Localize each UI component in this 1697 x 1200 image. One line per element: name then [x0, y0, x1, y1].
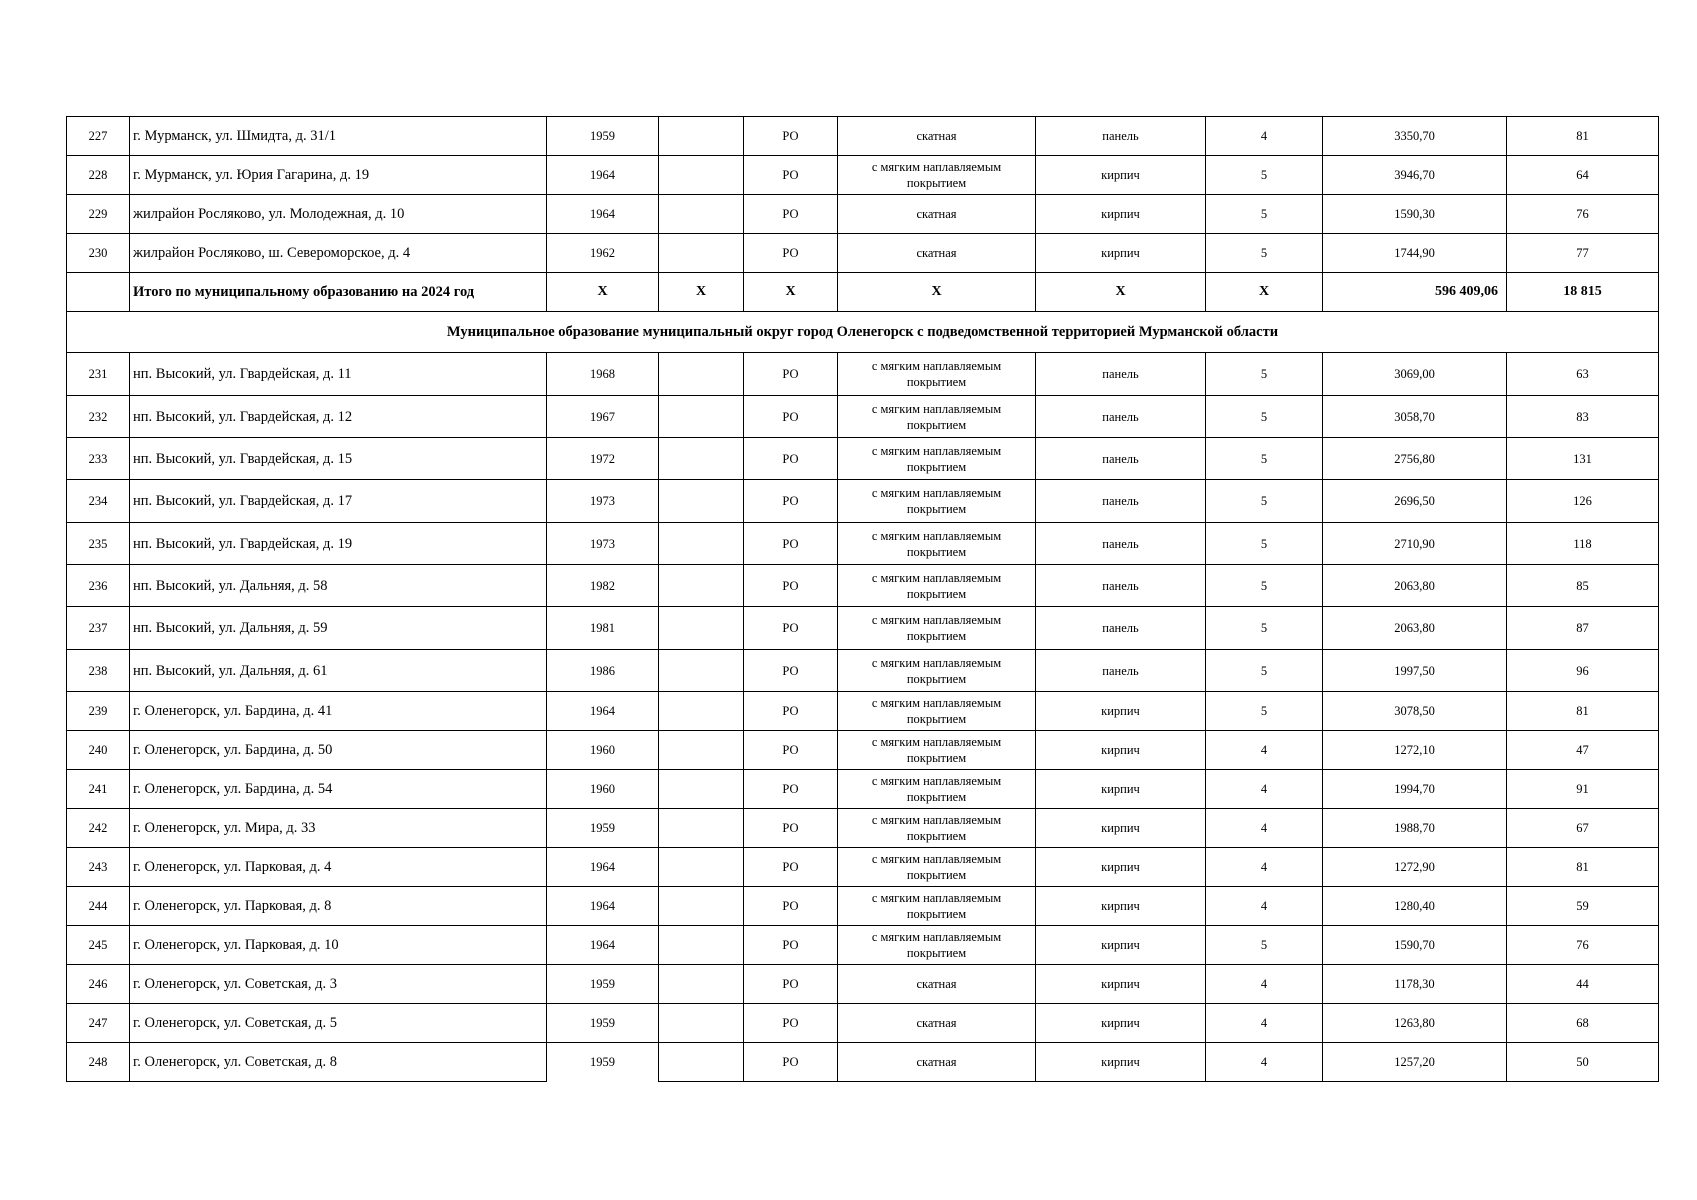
empty-cell: [67, 273, 130, 312]
table-row: [67, 926, 1659, 965]
roof-type-text: с мягким наплавляемым покрытием: [871, 528, 1002, 559]
area-cell: 2063,80: [1323, 565, 1507, 607]
residents-cell: 76: [1507, 926, 1659, 965]
table-row: [67, 692, 1659, 731]
method-cell: РО: [744, 523, 838, 565]
area-cell: 3350,70: [1323, 117, 1507, 156]
method-cell: РО: [744, 848, 838, 887]
empty-cell: [659, 965, 744, 1004]
roof-type-text: с мягким наплавляемым покрытием: [871, 443, 1002, 474]
method-cell: РО: [744, 117, 838, 156]
residents-cell: 59: [1507, 887, 1659, 926]
table-row: [67, 234, 1659, 273]
total-mark: Х: [1206, 273, 1323, 312]
roof-type-text: с мягким наплавляемым покрытием: [871, 655, 1002, 686]
table-row: [67, 438, 1659, 480]
empty-cell: [659, 926, 744, 965]
wall-material-cell: кирпич: [1036, 848, 1206, 887]
table-row: [67, 887, 1659, 926]
residents-cell: 47: [1507, 731, 1659, 770]
roof-type-cell: [838, 809, 1036, 848]
address-cell: г. Оленегорск, ул. Парковая, д. 4: [130, 848, 547, 887]
floors-cell: 5: [1206, 692, 1323, 731]
year-cell: 1964: [547, 848, 659, 887]
area-cell: 1272,10: [1323, 731, 1507, 770]
method-cell: РО: [744, 770, 838, 809]
row-number: 240: [67, 731, 130, 770]
total-label: Итого по муниципальному образованию на 2024 год: [130, 273, 547, 312]
floors-cell: 5: [1206, 353, 1323, 396]
method-cell: РО: [744, 480, 838, 523]
residents-cell: 118: [1507, 523, 1659, 565]
residents-cell: 126: [1507, 480, 1659, 523]
wall-material-cell: панель: [1036, 650, 1206, 692]
area-cell: 1178,30: [1323, 965, 1507, 1004]
roof-type-text: с мягким наплавляемым покрытием: [871, 813, 1002, 843]
wall-material-cell: панель: [1036, 565, 1206, 607]
total-mark: Х: [744, 273, 838, 312]
floors-cell: 4: [1206, 1043, 1323, 1082]
row-number: 234: [67, 480, 130, 523]
area-cell: 3078,50: [1323, 692, 1507, 731]
table-row: [67, 770, 1659, 809]
empty-cell: [659, 565, 744, 607]
address-cell: г. Мурманск, ул. Шмидта, д. 31/1: [130, 117, 547, 156]
area-cell: 3069,00: [1323, 353, 1507, 396]
year-cell: 1964: [547, 195, 659, 234]
floors-cell: 5: [1206, 438, 1323, 480]
wall-material-cell: кирпич: [1036, 156, 1206, 195]
year-cell: 1962: [547, 234, 659, 273]
year-cell: 1964: [547, 926, 659, 965]
address-cell: г. Оленегорск, ул. Парковая, д. 8: [130, 887, 547, 926]
row-number: 236: [67, 565, 130, 607]
floors-cell: 5: [1206, 396, 1323, 438]
year-cell: 1959: [547, 1043, 659, 1082]
wall-material-cell: панель: [1036, 607, 1206, 650]
empty-cell: [659, 195, 744, 234]
method-cell: РО: [744, 926, 838, 965]
floors-cell: 4: [1206, 117, 1323, 156]
housing-table: [66, 116, 1659, 1082]
roof-type-cell: [838, 438, 1036, 480]
roof-type-text: с мягким наплавляемым покрытием: [871, 852, 1002, 882]
empty-cell: [659, 396, 744, 438]
residents-cell: 63: [1507, 353, 1659, 396]
roof-type-cell: [838, 770, 1036, 809]
floors-cell: 5: [1206, 607, 1323, 650]
roof-type-text: скатная: [916, 1016, 957, 1030]
area-cell: 1257,20: [1323, 1043, 1507, 1082]
table-row: [67, 117, 1659, 156]
table-row: [67, 353, 1659, 396]
address-cell: г. Оленегорск, ул. Бардина, д. 41: [130, 692, 547, 731]
table-row: [67, 156, 1659, 195]
residents-cell: 87: [1507, 607, 1659, 650]
empty-cell: [659, 650, 744, 692]
roof-type-cell: [838, 1004, 1036, 1043]
empty-cell: [659, 523, 744, 565]
area-cell: 2756,80: [1323, 438, 1507, 480]
residents-cell: 67: [1507, 809, 1659, 848]
roof-type-cell: [838, 965, 1036, 1004]
roof-type-text: скатная: [916, 977, 957, 991]
method-cell: РО: [744, 731, 838, 770]
residents-cell: 77: [1507, 234, 1659, 273]
section-row: [67, 312, 1659, 353]
residents-cell: 85: [1507, 565, 1659, 607]
roof-type-cell: [838, 848, 1036, 887]
floors-cell: 4: [1206, 770, 1323, 809]
floors-cell: 4: [1206, 1004, 1323, 1043]
residents-cell: 131: [1507, 438, 1659, 480]
roof-type-cell: [838, 650, 1036, 692]
method-cell: РО: [744, 234, 838, 273]
address-cell: г. Оленегорск, ул. Бардина, д. 54: [130, 770, 547, 809]
roof-type-text: скатная: [916, 129, 957, 143]
table-row: [67, 848, 1659, 887]
roof-type-text: с мягким наплавляемым покрытием: [871, 160, 1002, 190]
wall-material-cell: кирпич: [1036, 926, 1206, 965]
area-cell: 3058,70: [1323, 396, 1507, 438]
floors-cell: 4: [1206, 887, 1323, 926]
method-cell: РО: [744, 353, 838, 396]
roof-type-text: с мягким наплавляемым покрытием: [871, 486, 1002, 516]
address-cell: жилрайон Росляково, ул. Молодежная, д. 10: [130, 195, 547, 234]
total-mark: Х: [659, 273, 744, 312]
area-cell: 1263,80: [1323, 1004, 1507, 1043]
address-cell: нп. Высокий, ул. Дальняя, д. 61: [130, 650, 547, 692]
table-row: [67, 1004, 1659, 1043]
method-cell: РО: [744, 887, 838, 926]
area-cell: 1280,40: [1323, 887, 1507, 926]
roof-type-text: с мягким наплавляемым покрытием: [871, 401, 1002, 432]
area-cell: 1590,70: [1323, 926, 1507, 965]
method-cell: РО: [744, 1004, 838, 1043]
row-number: 228: [67, 156, 130, 195]
residents-cell: 81: [1507, 117, 1659, 156]
floors-cell: 4: [1206, 965, 1323, 1004]
method-cell: РО: [744, 156, 838, 195]
table-row: [67, 809, 1659, 848]
empty-cell: [659, 156, 744, 195]
address-cell: нп. Высокий, ул. Гвардейская, д. 19: [130, 523, 547, 565]
residents-cell: 81: [1507, 692, 1659, 731]
address-cell: г. Оленегорск, ул. Бардина, д. 50: [130, 731, 547, 770]
year-cell: 1968: [547, 353, 659, 396]
year-cell: 1973: [547, 523, 659, 565]
wall-material-cell: кирпич: [1036, 692, 1206, 731]
row-number: 244: [67, 887, 130, 926]
row-number: 241: [67, 770, 130, 809]
year-cell: 1964: [547, 692, 659, 731]
wall-material-cell: панель: [1036, 396, 1206, 438]
roof-type-cell: [838, 607, 1036, 650]
row-number: 232: [67, 396, 130, 438]
roof-type-text: с мягким наплавляемым покрытием: [871, 774, 1002, 804]
row-number: 247: [67, 1004, 130, 1043]
total-mark: Х: [547, 273, 659, 312]
wall-material-cell: кирпич: [1036, 965, 1206, 1004]
table-row: [67, 480, 1659, 523]
address-cell: г. Оленегорск, ул. Советская, д. 3: [130, 965, 547, 1004]
roof-type-text: с мягким наплавляемым покрытием: [871, 930, 1002, 960]
floors-cell: 5: [1206, 565, 1323, 607]
empty-cell: [659, 1043, 744, 1082]
wall-material-cell: кирпич: [1036, 195, 1206, 234]
floors-cell: 5: [1206, 650, 1323, 692]
roof-type-text: скатная: [916, 1055, 957, 1069]
address-cell: г. Оленегорск, ул. Советская, д. 5: [130, 1004, 547, 1043]
empty-cell: [659, 692, 744, 731]
roof-type-cell: [838, 156, 1036, 195]
roof-type-cell: [838, 480, 1036, 523]
roof-type-cell: [838, 234, 1036, 273]
empty-cell: [659, 1004, 744, 1043]
roof-type-text: с мягким наплавляемым покрытием: [871, 696, 1002, 726]
method-cell: РО: [744, 965, 838, 1004]
floors-cell: 4: [1206, 848, 1323, 887]
year-cell: 1959: [547, 117, 659, 156]
year-cell: 1982: [547, 565, 659, 607]
row-number: 235: [67, 523, 130, 565]
roof-type-cell: [838, 523, 1036, 565]
roof-type-text: скатная: [916, 246, 957, 260]
wall-material-cell: панель: [1036, 117, 1206, 156]
floors-cell: 4: [1206, 809, 1323, 848]
wall-material-cell: панель: [1036, 480, 1206, 523]
row-number: 237: [67, 607, 130, 650]
wall-material-cell: кирпич: [1036, 887, 1206, 926]
roof-type-text: с мягким наплавляемым покрытием: [871, 613, 1002, 643]
total-mark: Х: [1036, 273, 1206, 312]
roof-type-cell: [838, 396, 1036, 438]
roof-type-cell: [838, 353, 1036, 396]
empty-cell: [659, 731, 744, 770]
method-cell: РО: [744, 565, 838, 607]
roof-type-cell: [838, 195, 1036, 234]
area-cell: 2710,90: [1323, 523, 1507, 565]
table-row: [67, 1043, 1659, 1082]
residents-cell: 81: [1507, 848, 1659, 887]
table-row: [67, 731, 1659, 770]
table-row: [67, 607, 1659, 650]
wall-material-cell: панель: [1036, 438, 1206, 480]
empty-cell: [659, 607, 744, 650]
address-cell: нп. Высокий, ул. Гвардейская, д. 12: [130, 396, 547, 438]
year-cell: 1973: [547, 480, 659, 523]
roof-type-cell: [838, 887, 1036, 926]
table-row: [67, 565, 1659, 607]
method-cell: РО: [744, 809, 838, 848]
year-cell: 1967: [547, 396, 659, 438]
table-row: [67, 523, 1659, 565]
year-cell: 1959: [547, 809, 659, 848]
floors-cell: 4: [1206, 731, 1323, 770]
total-residents: 18 815: [1507, 273, 1659, 312]
method-cell: РО: [744, 438, 838, 480]
floors-cell: 5: [1206, 523, 1323, 565]
address-cell: г. Мурманск, ул. Юрия Гагарина, д. 19: [130, 156, 547, 195]
residents-cell: 83: [1507, 396, 1659, 438]
year-cell: 1981: [547, 607, 659, 650]
floors-cell: 5: [1206, 156, 1323, 195]
area-cell: 1994,70: [1323, 770, 1507, 809]
wall-material-cell: панель: [1036, 353, 1206, 396]
roof-type-cell: [838, 926, 1036, 965]
year-cell: 1960: [547, 731, 659, 770]
residents-cell: 44: [1507, 965, 1659, 1004]
wall-material-cell: кирпич: [1036, 731, 1206, 770]
method-cell: РО: [744, 692, 838, 731]
empty-cell: [659, 438, 744, 480]
residents-cell: 68: [1507, 1004, 1659, 1043]
wall-material-cell: кирпич: [1036, 770, 1206, 809]
method-cell: РО: [744, 650, 838, 692]
row-number: 229: [67, 195, 130, 234]
row-number: 231: [67, 353, 130, 396]
residents-cell: 50: [1507, 1043, 1659, 1082]
wall-material-cell: кирпич: [1036, 1043, 1206, 1082]
address-cell: нп. Высокий, ул. Дальняя, д. 59: [130, 607, 547, 650]
area-cell: 1988,70: [1323, 809, 1507, 848]
row-number: 230: [67, 234, 130, 273]
residents-cell: 64: [1507, 156, 1659, 195]
address-cell: г. Оленегорск, ул. Мира, д. 33: [130, 809, 547, 848]
address-cell: нп. Высокий, ул. Гвардейская, д. 15: [130, 438, 547, 480]
table-row: [67, 965, 1659, 1004]
address-cell: нп. Высокий, ул. Дальняя, д. 58: [130, 565, 547, 607]
area-cell: 2696,50: [1323, 480, 1507, 523]
floors-cell: 5: [1206, 480, 1323, 523]
row-number: 242: [67, 809, 130, 848]
area-cell: 1744,90: [1323, 234, 1507, 273]
roof-type-cell: [838, 692, 1036, 731]
wall-material-cell: панель: [1036, 523, 1206, 565]
wall-material-cell: кирпич: [1036, 809, 1206, 848]
roof-type-text: с мягким наплавляемым покрытием: [871, 359, 1002, 389]
total-row: [67, 273, 1659, 312]
method-cell: РО: [744, 396, 838, 438]
row-number: 243: [67, 848, 130, 887]
row-number: 245: [67, 926, 130, 965]
empty-cell: [659, 770, 744, 809]
residents-cell: 96: [1507, 650, 1659, 692]
year-cell: 1964: [547, 156, 659, 195]
row-number: 227: [67, 117, 130, 156]
section-title: Муниципальное образование муниципальный округ город Оленегорск с подведомственной территорией Мурманской области: [67, 312, 1659, 353]
roof-type-text: с мягким наплавляемым покрытием: [871, 570, 1002, 601]
row-number: 239: [67, 692, 130, 731]
year-cell: 1986: [547, 650, 659, 692]
roof-type-cell: [838, 117, 1036, 156]
table-row: [67, 650, 1659, 692]
empty-cell: [659, 887, 744, 926]
area-cell: 2063,80: [1323, 607, 1507, 650]
address-cell: нп. Высокий, ул. Гвардейская, д. 11: [130, 353, 547, 396]
address-cell: жилрайон Росляково, ш. Североморское, д. 4: [130, 234, 547, 273]
residents-cell: 91: [1507, 770, 1659, 809]
area-cell: 3946,70: [1323, 156, 1507, 195]
empty-cell: [659, 480, 744, 523]
floors-cell: 5: [1206, 926, 1323, 965]
row-number: 238: [67, 650, 130, 692]
year-cell: 1959: [547, 965, 659, 1004]
wall-material-cell: кирпич: [1036, 234, 1206, 273]
address-cell: нп. Высокий, ул. Гвардейская, д. 17: [130, 480, 547, 523]
empty-cell: [659, 809, 744, 848]
method-cell: РО: [744, 607, 838, 650]
floors-cell: 5: [1206, 195, 1323, 234]
table-row: [67, 195, 1659, 234]
year-cell: 1960: [547, 770, 659, 809]
empty-cell: [659, 353, 744, 396]
residents-cell: 76: [1507, 195, 1659, 234]
roof-type-text: с мягким наплавляемым покрытием: [871, 735, 1002, 765]
row-number: 233: [67, 438, 130, 480]
address-cell: г. Оленегорск, ул. Парковая, д. 10: [130, 926, 547, 965]
total-mark: Х: [838, 273, 1036, 312]
method-cell: РО: [744, 1043, 838, 1082]
wall-material-cell: кирпич: [1036, 1004, 1206, 1043]
year-cell: 1959: [547, 1004, 659, 1043]
area-cell: 1272,90: [1323, 848, 1507, 887]
roof-type-text: с мягким наплавляемым покрытием: [871, 891, 1002, 921]
method-cell: РО: [744, 195, 838, 234]
floors-cell: 5: [1206, 234, 1323, 273]
empty-cell: [659, 848, 744, 887]
roof-type-cell: [838, 1043, 1036, 1082]
roof-type-text: скатная: [916, 207, 957, 221]
address-cell: г. Оленегорск, ул. Советская, д. 8: [130, 1043, 547, 1082]
table-row: [67, 396, 1659, 438]
empty-cell: [659, 234, 744, 273]
empty-cell: [659, 117, 744, 156]
roof-type-cell: [838, 565, 1036, 607]
row-number: 248: [67, 1043, 130, 1082]
row-number: 246: [67, 965, 130, 1004]
year-cell: 1964: [547, 887, 659, 926]
area-cell: 1997,50: [1323, 650, 1507, 692]
area-cell: 1590,30: [1323, 195, 1507, 234]
total-area: 596 409,06: [1323, 273, 1507, 312]
roof-type-cell: [838, 731, 1036, 770]
year-cell: 1972: [547, 438, 659, 480]
